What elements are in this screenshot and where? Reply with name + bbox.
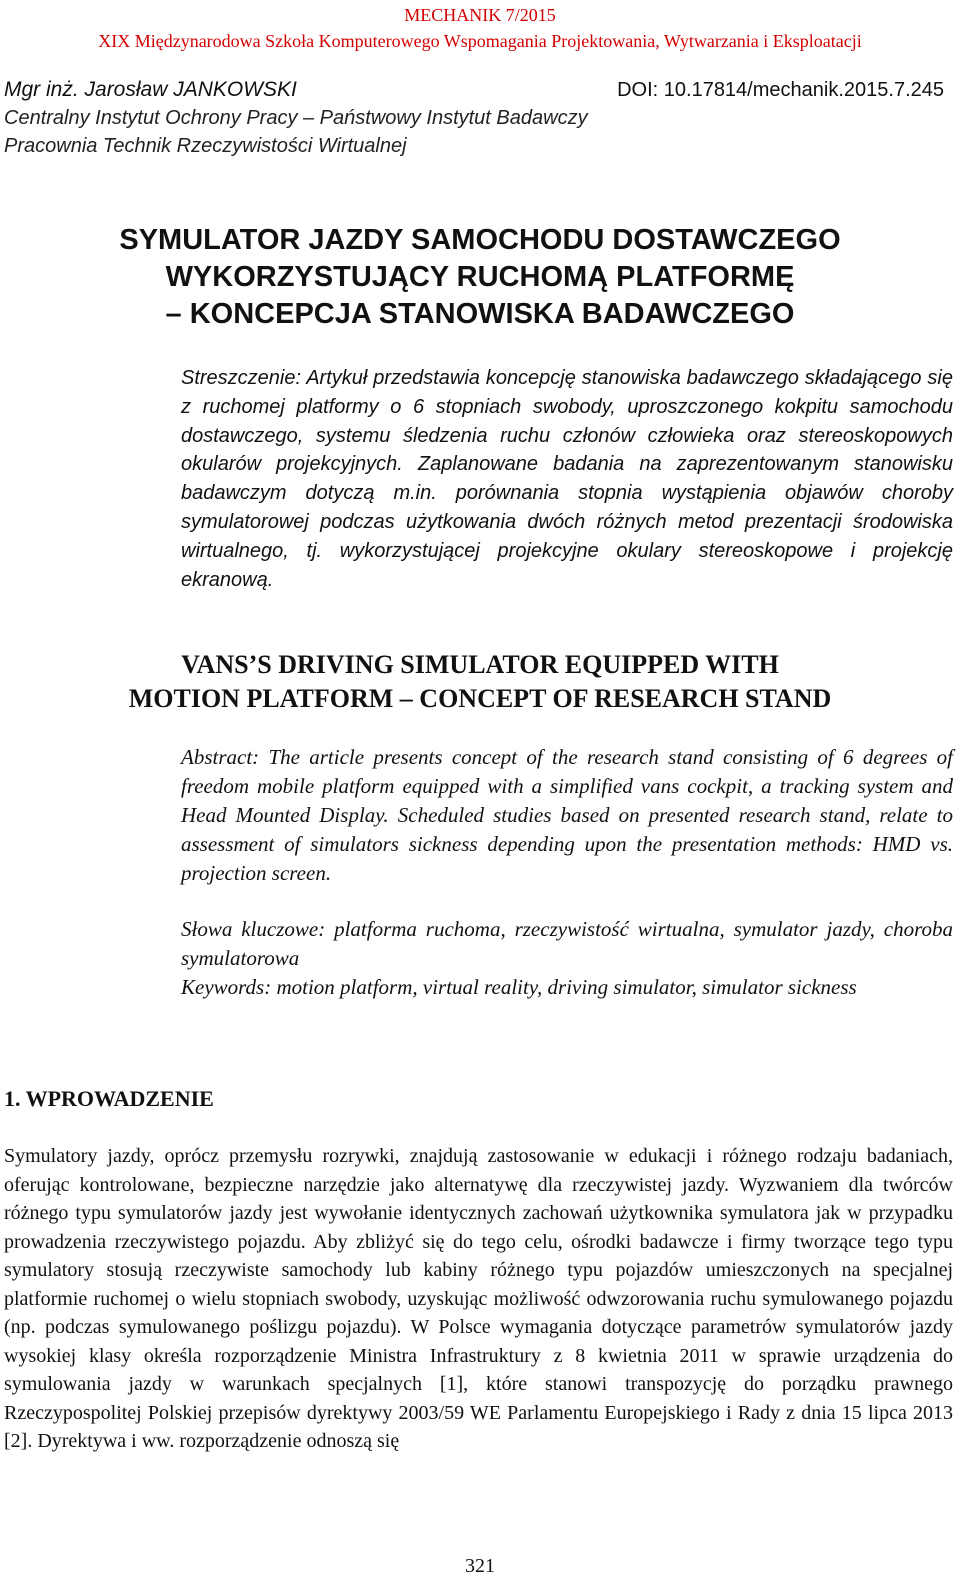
title-en-line: VANS’S DRIVING SIMULATOR EQUIPPED WITH	[181, 650, 779, 679]
title-pl-line: WYKORZYSTUJĄCY RUCHOMĄ PLATFORMĘ	[165, 261, 795, 293]
abstract-pl: Streszczenie: Artykuł przedstawia koncepcję stanowiska badawczego składającego się z ruchomej platformy o 6 stopniach swobody, uproszczonego kokpitu samochodu dostawczego, systemu śledzenia ruchu członów człowieka oraz stereoskopowych okularów projekcyjnych. Zaplanowane badania na zaprezentowanym stanowisku badawczym dotyczą m.in. porównania stopnia wystąpienia objawów choroby symulatorowej podczas użytkowania dwóch różnych metod prezentacji środowiska wirtualnego, tj. wykorzystującej projekcyjne okulary stereoskopowe i projekcję ekranową.	[181, 367, 953, 591]
author-block	[4, 76, 944, 160]
paper-title-en	[0, 648, 960, 716]
title-pl-line: SYMULATOR JAZDY SAMOCHODU DOSTAWCZEGO	[119, 224, 841, 256]
author-name: Mgr inż. Jarosław JANKOWSKI	[4, 78, 297, 101]
title-en-line: MOTION PLATFORM – CONCEPT OF RESEARCH STAND	[128, 684, 832, 713]
keywords-en: Keywords: motion platform, virtual reality, driving simulator, simulator sickness	[181, 975, 857, 999]
abstract-en: Abstract: The article presents concept of the research stand consisting of 6 degrees of freedom mobile platform equipped with a simplified vans cockpit, a tracking system and Head Mounted Display. Scheduled studies based on presented research stand, relate to assessment of simulators sickness depending upon the presentation methods: HMD vs. projection screen.	[181, 745, 953, 885]
affiliation-institute: Centralny Instytut Ochrony Pracy – Państwowy Instytut Badawczy	[4, 107, 588, 129]
paper-title-pl	[0, 222, 960, 333]
journal-title: MECHANIK 7/2015	[404, 5, 556, 25]
conference-title: XIX Międzynarodowa Szkoła Komputerowego Wspomagania Projektowania, Wytwarzania i Eksploatacji	[98, 31, 862, 51]
title-pl-line: – KONCEPCJA STANOWISKA BADAWCZEGO	[165, 298, 795, 330]
keywords-pl: Słowa kluczowe: platforma ruchoma, rzeczywistość wirtualna, symulator jazdy, choroba symulatorowa	[181, 917, 953, 970]
doi-link[interactable]: DOI: 10.17814/mechanik.2015.7.245	[617, 79, 944, 101]
journal-header	[0, 2, 960, 54]
keywords-block	[181, 915, 953, 1002]
affiliation-lab: Pracownia Technik Rzeczywistości Wirtualnej	[4, 135, 407, 157]
page-number: 321	[465, 1555, 495, 1577]
section-body: Symulatory jazdy, oprócz przemysłu rozrywki, znajdują zastosowanie w edukacji i różnego rodzaju badaniach, oferując kontrolowane, bezpieczne narzędzie jako alternatywę dla rzeczywistej jazdy. Wyzwaniem dla twórców różnego typu symulatorów jazdy jest wywołanie identycznych zachowań użytkownika symulatora jak w przypadku prowadzenia rzeczywistego pojazdu. Aby zbliżyć się do tego celu, ośrodki badawcze i firmy tworzące tego typu symulatory stosują rzeczywiste samochody lub kabiny różnego typu pojazdów umieszczonych na specjalnej platformie ruchomej o wielu stopniach swobody, uzyskując możliwość odwzorowania ruchu symulowanego pojazdu (np. podczas symulowanego poślizgu pojazdu). W Polsce wymagania dotyczące parametrów symulatorów jazdy wysokiej klasy określa rozporządzenie Ministra Infrastruktury z 8 kwietnia 2011 w sprawie urządzenia do symulowania jazdy w warunkach specjalnych [1], które stanowi transpozycję do porządku prawnego Rzeczypospolitej Polskiej przepisów dyrektywy 2003/59 WE Parlamentu Europejskiego i Rady z dnia 15 lipca 2013 [2]. Dyrektywa i ww. rozporządzenie odnoszą się	[4, 1145, 953, 1452]
section-heading: 1. WPROWADZENIE	[4, 1086, 214, 1111]
